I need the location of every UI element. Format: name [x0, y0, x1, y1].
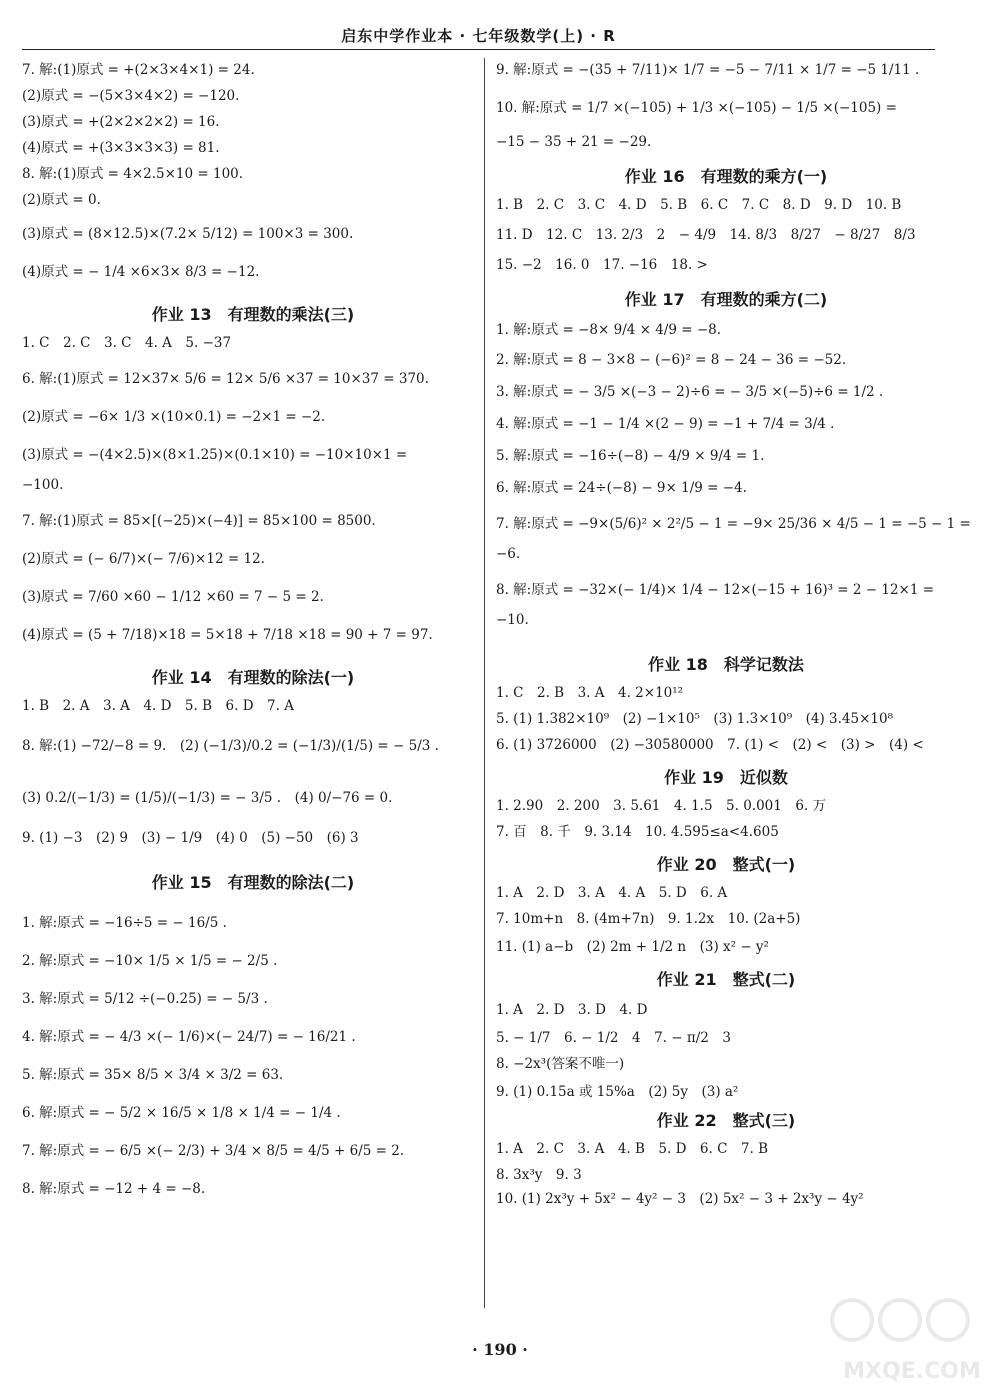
- answer-line: 4. 解:原式 = − 4/3 ×(− 1/6)×(− 24/7) = − 16/21 .: [22, 1029, 356, 1045]
- answer-line: 3. 解:原式 = 5/12 ÷(−0.25) = − 5/3 .: [22, 991, 268, 1007]
- answer-line: 7. 百 8. 千 9. 3.14 10. 4.595≤a<4.605: [496, 824, 779, 840]
- answer-line: (4)原式 = (5 + 7/18)×18 = 5×18 + 7/18 ×18 = 90 + 7 = 97.: [22, 627, 433, 643]
- page-number: · 190 ·: [472, 1340, 528, 1359]
- answer-line: 6. 解:原式 = − 5/2 × 16/5 × 1/8 × 1/4 = − 1/4 .: [22, 1105, 341, 1121]
- section-heading: 作业 13 有理数的乘法(三): [151, 305, 355, 324]
- section-heading: 作业 16 有理数的乘方(一): [624, 167, 828, 186]
- answer-line: 1. A 2. D 3. A 4. A 5. D 6. A: [496, 885, 728, 901]
- answer-line: (3) 0.2/(−1/3) = (1/5)/(−1/3) = − 3/5 . (4) 0/−76 = 0.: [22, 790, 393, 806]
- answer-line: 3. 解:原式 = − 3/5 ×(−3 − 2)÷6 = − 3/5 ×(−5)÷6 = 1/2 .: [496, 384, 884, 400]
- section-heading: 作业 14 有理数的除法(一): [151, 668, 355, 687]
- answer-line: (3)原式 = −(4×2.5)×(8×1.25)×(0.1×10) = −10×10×1 =: [22, 447, 408, 463]
- answer-line: 6. 解:原式 = 24÷(−8) − 9× 1/9 = −4.: [496, 480, 747, 496]
- answer-line: (2)原式 = 0.: [22, 192, 101, 208]
- answer-line: 5. (1) 1.382×10⁹ (2) −1×10⁵ (3) 1.3×10⁹ (4) 3.45×10⁸: [496, 711, 894, 727]
- answer-line: 1. C 2. B 3. A 4. 2×10¹²: [496, 685, 684, 701]
- answer-line: 10. 解:原式 = 1/7 ×(−105) + 1/3 ×(−105) − 1/5 ×(−105) =: [496, 100, 897, 116]
- answer-line: 2. 解:原式 = −10× 1/5 × 1/5 = − 2/5 .: [22, 953, 278, 969]
- section-heading: 作业 20 整式(一): [656, 855, 796, 874]
- answer-line: 1. 2.90 2. 200 3. 5.61 4. 1.5 5. 0.001 6. 万: [496, 798, 827, 814]
- answer-line: 1. A 2. C 3. A 4. B 5. D 6. C 7. B: [496, 1141, 769, 1157]
- answer-line: 4. 解:原式 = −1 − 1/4 ×(2 − 9) = −1 + 7/4 = 3/4 .: [496, 416, 835, 432]
- column-divider: [484, 58, 485, 1308]
- answer-line: 10. (1) 2x³y + 5x² − 4y² − 3 (2) 5x² − 3 + 2x³y − 4y²: [496, 1191, 864, 1207]
- header-title: 启东中学作业本 · 七年级数学(上) · R: [341, 27, 616, 45]
- answer-line: 11. (1) a−b (2) 2m + 1/2 n (3) x² − y²: [496, 939, 769, 955]
- left-column: [22, 62, 484, 1197]
- answer-line: 8. 3x³y 9. 3: [496, 1167, 582, 1183]
- answer-line: 1. A 2. D 3. D 4. D: [496, 1002, 648, 1018]
- answer-line: 2. 解:原式 = 8 − 3×8 − (−6)² = 8 − 24 − 36 = −52.: [496, 352, 847, 368]
- answer-line: −15 − 35 + 21 = −29.: [496, 134, 652, 150]
- answer-line: 9. (1) −3 (2) 9 (3) − 1/9 (4) 0 (5) −50 (6) 3: [22, 830, 359, 846]
- answer-line: (3)原式 = +(2×2×2×2) = 16.: [22, 114, 220, 130]
- answer-line: 1. C 2. C 3. C 4. A 5. −37: [22, 335, 232, 351]
- answer-line: 7. 10m+n 8. (4m+7n) 9. 1.2x 10. (2a+5): [496, 911, 801, 927]
- section-heading: 作业 19 近似数: [664, 768, 788, 787]
- section-heading: 作业 15 有理数的除法(二): [151, 873, 355, 892]
- answer-line: 6. (1) 3726000 (2) −30580000 7. (1) < (2) < (3) > (4) <: [496, 737, 924, 753]
- answer-line: −6.: [496, 546, 521, 562]
- answer-line: −100.: [22, 477, 64, 493]
- answer-line: (3)原式 = (8×12.5)×(7.2× 5/12) = 100×3 = 300.: [22, 226, 354, 242]
- answer-line: 5. − 1/7 6. − 1/2 4 7. − π/2 3: [496, 1030, 731, 1046]
- answer-line: 7. 解:原式 = − 6/5 ×(− 2/3) + 3/4 × 8/5 = 4/5 + 6/5 = 2.: [22, 1143, 405, 1159]
- answer-line: 5. 解:原式 = −16÷(−8) − 4/9 × 9/4 = 1.: [496, 448, 765, 464]
- answer-line: (4)原式 = +(3×3×3×3) = 81.: [22, 140, 220, 156]
- section-heading: 作业 21 整式(二): [656, 970, 796, 989]
- answer-line: 7. 解:(1)原式 = 85×[(−25)×(−4)] = 85×100 = 8500.: [22, 513, 376, 529]
- answer-line: 1. B 2. C 3. C 4. D 5. B 6. C 7. C 8. D 9. D 10. B: [496, 197, 902, 213]
- answer-line: (2)原式 = (− 6/7)×(− 7/6)×12 = 12.: [22, 551, 265, 567]
- answer-line: (3)原式 = 7/60 ×60 − 1/12 ×60 = 7 − 5 = 2.: [22, 589, 324, 605]
- answer-line: 8. 解:原式 = −32×(− 1/4)× 1/4 − 12×(−15 + 16)³ = 2 − 12×1 =: [496, 582, 935, 598]
- answer-line: 7. 解:(1)原式 = +(2×3×4×1) = 24.: [22, 62, 255, 78]
- answer-line: 11. D 12. C 13. 2/3 2 − 4/9 14. 8/3 8/27 − 8/27 8/3: [496, 227, 916, 243]
- section-heading: 作业 17 有理数的乘方(二): [624, 290, 828, 309]
- watermark-logo: [830, 1290, 995, 1385]
- answer-line: 15. −2 16. 0 17. −16 18. >: [496, 257, 708, 273]
- answer-line: 1. 解:原式 = −16÷5 = − 16/5 .: [22, 915, 227, 931]
- answer-line: 9. (1) 0.15a 或 15%a (2) 5y (3) a²: [496, 1084, 739, 1100]
- section-heading: 作业 18 科学记数法: [648, 655, 804, 674]
- answer-line: 8. 解:(1) −72/−8 = 9. (2) (−1/3)/0.2 = (−1/3)/(1/5) = − 5/3 .: [22, 738, 439, 754]
- page-header: [22, 25, 935, 50]
- answer-line: (4)原式 = − 1/4 ×6×3× 8/3 = −12.: [22, 264, 260, 280]
- answer-line: −10.: [496, 612, 529, 628]
- answer-line: (2)原式 = −(5×3×4×2) = −120.: [22, 88, 240, 104]
- answer-line: 6. 解:(1)原式 = 12×37× 5/6 = 12× 5/6 ×37 = 10×37 = 370.: [22, 371, 429, 387]
- answer-line: 7. 解:原式 = −9×(5/6)² × 2²/5 − 1 = −9× 25/36 × 4/5 − 1 = −5 − 1 =: [496, 516, 971, 532]
- answer-line: 8. 解:(1)原式 = 4×2.5×10 = 100.: [22, 166, 244, 182]
- answer-line: 8. −2x³(答案不唯一): [496, 1056, 625, 1072]
- answer-line: 8. 解:原式 = −12 + 4 = −8.: [22, 1181, 206, 1197]
- answer-line: 1. B 2. A 3. A 4. D 5. B 6. D 7. A: [22, 698, 294, 714]
- watermark-url: MXQE.COM: [843, 1359, 981, 1384]
- answer-line: 9. 解:原式 = −(35 + 7/11)× 1/7 = −5 − 7/11 × 1/7 = −5 1/11 .: [496, 62, 920, 78]
- right-column: [496, 62, 971, 1207]
- answer-line: 5. 解:原式 = 35× 8/5 × 3/4 × 3/2 = 63.: [22, 1067, 284, 1083]
- section-heading: 作业 22 整式(三): [656, 1111, 796, 1130]
- answer-line: 1. 解:原式 = −8× 9/4 × 4/9 = −8.: [496, 322, 722, 338]
- answer-line: (2)原式 = −6× 1/3 ×(10×0.1) = −2×1 = −2.: [22, 409, 326, 425]
